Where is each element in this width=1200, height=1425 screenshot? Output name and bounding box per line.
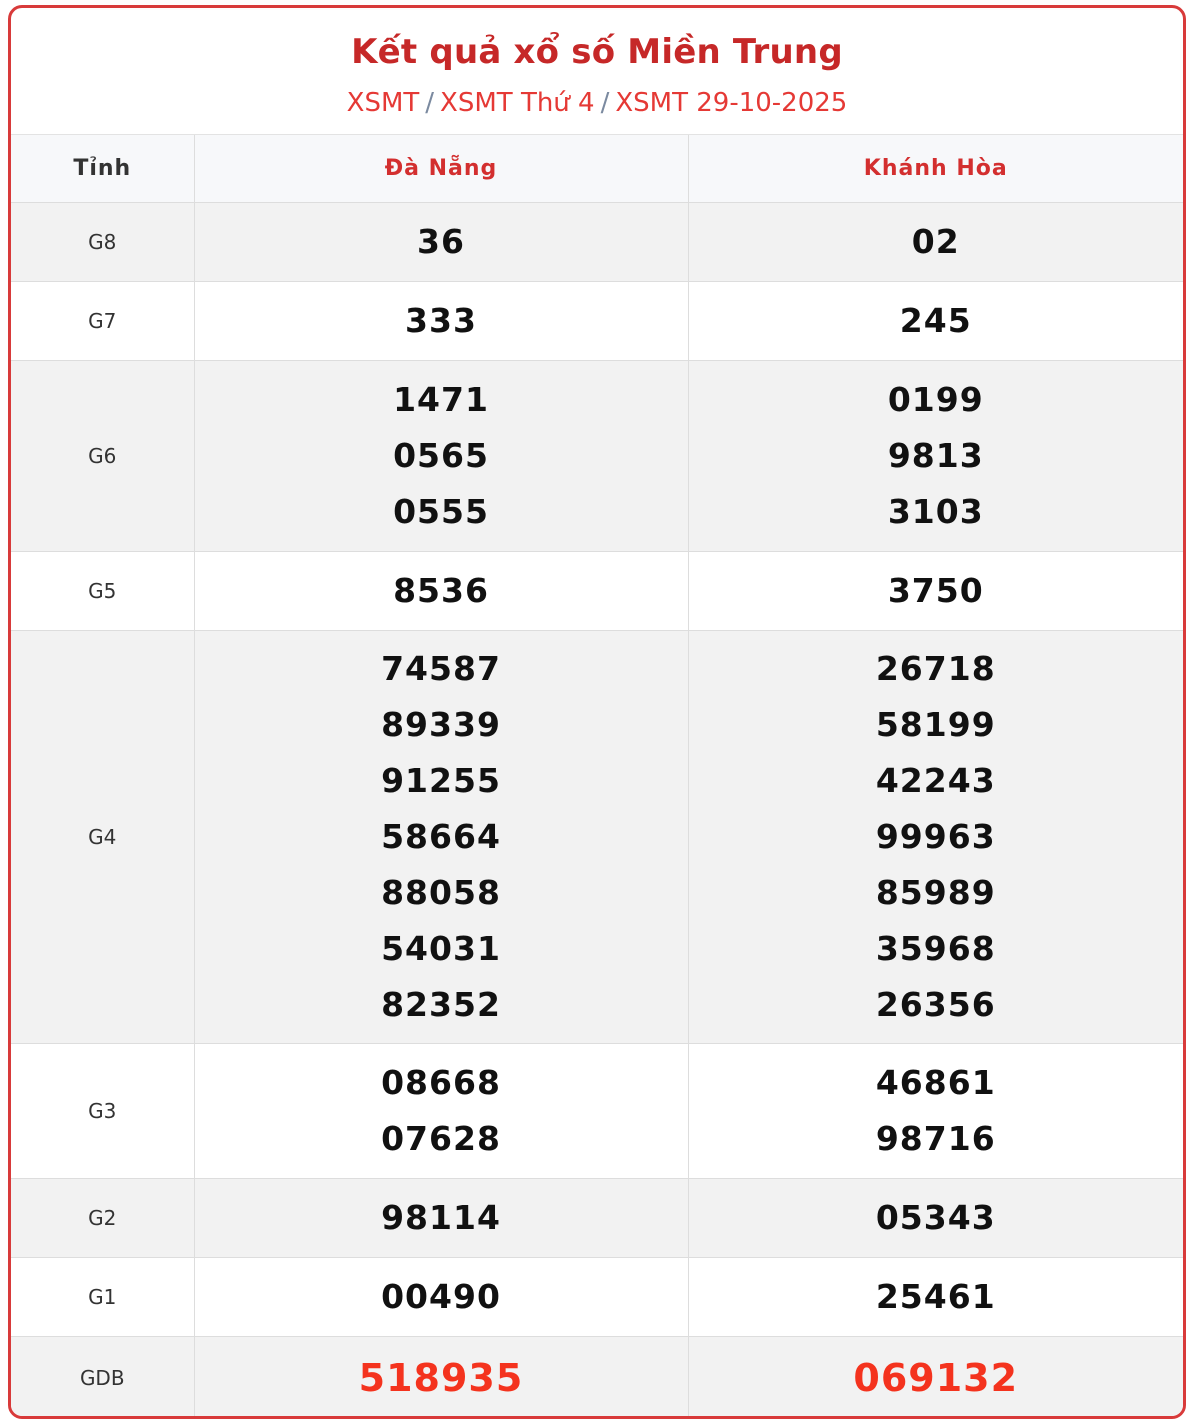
- prize-label: G2: [11, 1178, 194, 1257]
- table-row: [11, 360, 1183, 551]
- result-cell-da-nang: [194, 202, 688, 281]
- breadcrumb: [11, 88, 1183, 118]
- result-number: 05343: [875, 1197, 996, 1237]
- result-number: 42243: [875, 760, 996, 800]
- table-row: [11, 630, 1183, 1043]
- result-number: 07628: [381, 1118, 501, 1158]
- table-row: [11, 551, 1183, 630]
- result-number: 58199: [875, 704, 996, 744]
- result-number: 8536: [393, 570, 489, 610]
- result-number: 08668: [381, 1062, 501, 1102]
- result-number: 88058: [381, 872, 501, 912]
- result-cell-da-nang: [194, 551, 688, 630]
- result-cell-khanh-hoa: [688, 1178, 1183, 1257]
- prize-label: G6: [11, 360, 194, 551]
- result-number: 99963: [875, 816, 996, 856]
- result-number: 9813: [887, 435, 984, 475]
- result-number: 26356: [875, 984, 996, 1024]
- result-number: 069132: [853, 1355, 1019, 1400]
- result-number: 98716: [875, 1118, 996, 1158]
- result-number: 98114: [381, 1197, 501, 1237]
- table-row: [11, 1178, 1183, 1257]
- result-number: 74587: [381, 648, 501, 688]
- table-header-row: [11, 135, 1183, 202]
- result-cell-khanh-hoa: [688, 551, 1183, 630]
- results-card: [8, 5, 1186, 1419]
- page-title: Kết quả xổ số Miền Trung: [351, 32, 843, 72]
- result-number: 333: [405, 300, 477, 340]
- result-number: 3103: [887, 491, 984, 531]
- result-number: 02: [911, 221, 960, 261]
- prize-label: G7: [11, 281, 194, 360]
- result-cell-khanh-hoa: [688, 630, 1183, 1043]
- prize-label: GDB: [11, 1336, 194, 1419]
- result-cell-da-nang: [194, 1178, 688, 1257]
- breadcrumb-link-xsmt[interactable]: XSMT: [346, 88, 420, 118]
- result-cell-khanh-hoa: [688, 1257, 1183, 1336]
- table-row: [11, 1043, 1183, 1178]
- result-cell-khanh-hoa: [688, 281, 1183, 360]
- result-number: 54031: [381, 928, 501, 968]
- result-number: 245: [899, 300, 972, 340]
- result-cell-da-nang: [194, 1336, 688, 1419]
- result-number: 36: [417, 221, 465, 261]
- result-cell-da-nang: [194, 360, 688, 551]
- table-row: [11, 1336, 1183, 1419]
- result-number: 0565: [393, 435, 489, 475]
- column-header-da-nang[interactable]: Đà Nẵng: [194, 135, 688, 202]
- prize-label: G1: [11, 1257, 194, 1336]
- result-cell-da-nang: [194, 630, 688, 1043]
- results-header: [11, 8, 1183, 135]
- result-cell-khanh-hoa: [688, 1336, 1183, 1419]
- result-cell-khanh-hoa: [688, 1043, 1183, 1178]
- column-header-province: Tỉnh: [11, 135, 194, 202]
- column-header-khanh-hoa[interactable]: Khánh Hòa: [688, 135, 1183, 202]
- result-number: 89339: [381, 704, 501, 744]
- breadcrumb-link-weekday[interactable]: XSMT Thứ 4: [440, 88, 595, 118]
- table-row: [11, 202, 1183, 281]
- result-number: 518935: [358, 1355, 524, 1400]
- prize-label: G4: [11, 630, 194, 1043]
- table-row: [11, 281, 1183, 360]
- prize-label: G5: [11, 551, 194, 630]
- result-cell-da-nang: [194, 1043, 688, 1178]
- result-cell-da-nang: [194, 281, 688, 360]
- result-number: 26718: [875, 648, 996, 688]
- prize-label: G8: [11, 202, 194, 281]
- result-number: 1471: [393, 379, 489, 419]
- result-number: 00490: [381, 1276, 501, 1316]
- breadcrumb-separator: /: [425, 88, 435, 118]
- result-number: 3750: [887, 570, 984, 610]
- breadcrumb-link-date[interactable]: XSMT 29-10-2025: [615, 88, 848, 118]
- result-number: 91255: [381, 760, 501, 800]
- prize-label: G3: [11, 1043, 194, 1178]
- result-number: 0199: [887, 379, 984, 419]
- result-number: 46861: [875, 1062, 996, 1102]
- result-cell-khanh-hoa: [688, 360, 1183, 551]
- result-cell-da-nang: [194, 1257, 688, 1336]
- result-cell-khanh-hoa: [688, 202, 1183, 281]
- result-number: 85989: [875, 872, 996, 912]
- breadcrumb-separator: /: [600, 88, 610, 118]
- result-number: 0555: [393, 491, 489, 531]
- result-number: 58664: [381, 816, 501, 856]
- table-row: [11, 1257, 1183, 1336]
- result-number: 82352: [381, 984, 501, 1024]
- result-number: 25461: [875, 1276, 996, 1316]
- results-table: [11, 135, 1183, 1419]
- result-number: 35968: [875, 928, 996, 968]
